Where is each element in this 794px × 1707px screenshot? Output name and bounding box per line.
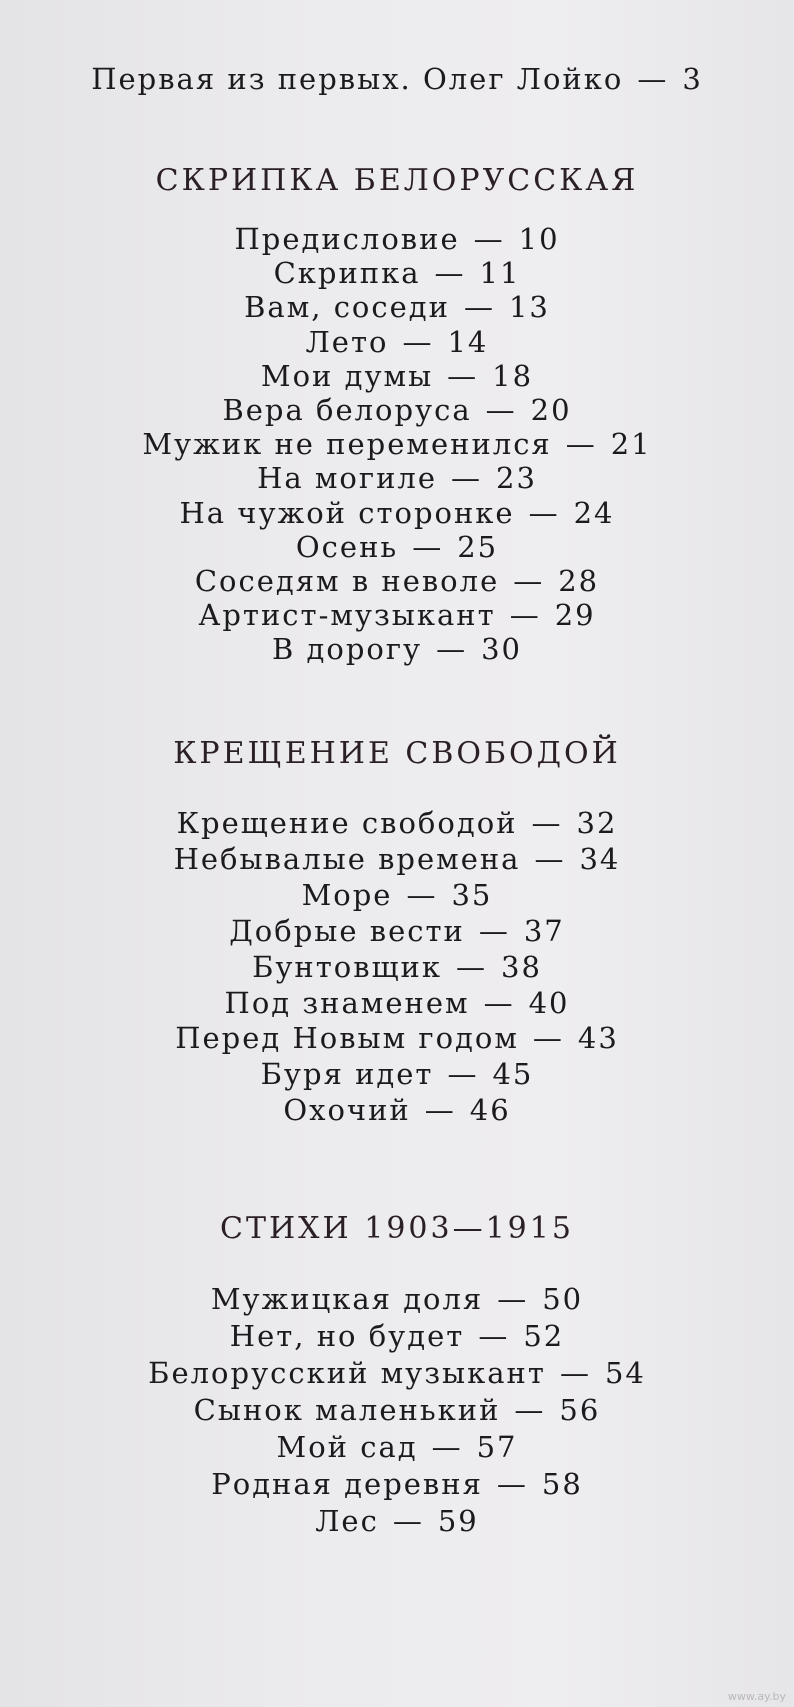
entry-dash: — bbox=[412, 529, 444, 564]
entry-page: 57 bbox=[476, 1430, 518, 1464]
toc-entry bbox=[0, 1393, 794, 1427]
entry-dash: — bbox=[514, 1393, 546, 1427]
entry-page: 59 bbox=[437, 1504, 479, 1538]
entry-dash: — bbox=[447, 358, 479, 393]
entry-dash: — bbox=[392, 1504, 424, 1538]
entry-page: 58 bbox=[541, 1467, 583, 1501]
entry-dash: — bbox=[406, 877, 438, 912]
entry-dash: — bbox=[447, 1057, 479, 1092]
toc-entry bbox=[0, 806, 794, 840]
toc-entry bbox=[0, 1504, 794, 1538]
entry-page: 34 bbox=[579, 841, 621, 876]
entry-dash: — bbox=[497, 1282, 529, 1316]
entry-title: Первая из первых. Олег Лойко bbox=[91, 62, 624, 96]
entry-page: 35 bbox=[451, 877, 493, 912]
entry-dash: — bbox=[463, 290, 495, 325]
entry-title: Охочий bbox=[283, 1093, 411, 1128]
entry-page: 37 bbox=[523, 913, 565, 948]
entry-page: 30 bbox=[481, 632, 523, 667]
entry-title: Лето bbox=[305, 324, 389, 359]
toc-entry bbox=[0, 1282, 794, 1316]
entry-dash: — bbox=[424, 1093, 456, 1128]
toc-entry-first bbox=[0, 62, 794, 96]
entry-page: 38 bbox=[501, 949, 542, 984]
entry-title: Добрые вести bbox=[229, 913, 465, 948]
toc-entry bbox=[0, 878, 794, 912]
section-heading-1: СКРИПКА БЕЛОРУССКАЯ bbox=[155, 163, 639, 198]
toc-entry bbox=[0, 530, 794, 564]
entry-dash: — bbox=[402, 324, 434, 359]
entry-dash: — bbox=[559, 1356, 591, 1390]
entry-page: 24 bbox=[573, 495, 615, 530]
entry-title: Родная деревня bbox=[211, 1467, 483, 1501]
entry-dash: — bbox=[532, 1021, 564, 1056]
entry-page: 46 bbox=[469, 1093, 511, 1128]
toc-entry bbox=[0, 950, 794, 984]
entry-page: 54 bbox=[604, 1356, 646, 1390]
toc-entry bbox=[0, 914, 794, 948]
entry-title: Нет, но будет bbox=[229, 1319, 465, 1353]
toc-entry bbox=[0, 842, 794, 876]
entry-dash: — bbox=[483, 985, 515, 1020]
section-heading-2: КРЕЩЕНИЕ СВОБОДОЙ bbox=[173, 736, 621, 771]
entry-title: Мужик не переменился bbox=[142, 427, 552, 462]
entry-dash: — bbox=[513, 564, 545, 598]
entry-page: 18 bbox=[492, 358, 534, 393]
entry-title: Соседям в неволе bbox=[194, 564, 500, 598]
toc-entry bbox=[0, 1093, 794, 1127]
toc-entry bbox=[0, 427, 794, 461]
entry-dash: — bbox=[436, 632, 468, 667]
toc-entry bbox=[0, 986, 794, 1020]
entry-title: Предисловие bbox=[234, 222, 460, 256]
entry-page: 21 bbox=[610, 427, 652, 462]
entry-title: Сынок маленький bbox=[193, 1393, 501, 1427]
toc-entry bbox=[0, 393, 794, 427]
entry-page: 11 bbox=[479, 256, 521, 291]
entry-title: Мой сад bbox=[276, 1430, 418, 1464]
entry-page: 32 bbox=[576, 806, 618, 840]
entry-dash: — bbox=[473, 222, 505, 256]
toc-entry bbox=[0, 598, 794, 632]
entry-title: Вам, соседи bbox=[244, 290, 450, 325]
entry-dash: — bbox=[451, 461, 482, 496]
entry-title: Лес bbox=[315, 1504, 379, 1538]
toc-entry bbox=[0, 290, 794, 324]
entry-page: 23 bbox=[496, 461, 537, 496]
toc-entry bbox=[0, 325, 794, 359]
section-heading-3: СТИХИ 1903—1915 bbox=[220, 1211, 574, 1246]
toc-entry bbox=[0, 1430, 794, 1464]
entry-page: 50 bbox=[542, 1282, 584, 1316]
entry-dash: — bbox=[565, 427, 597, 462]
entry-page: 10 bbox=[518, 222, 560, 256]
entry-dash: — bbox=[478, 913, 510, 948]
toc-entry bbox=[0, 1467, 794, 1501]
entry-title: Крещение свободой bbox=[176, 806, 518, 840]
entry-page: 13 bbox=[508, 290, 550, 325]
toc-entry bbox=[0, 1319, 794, 1353]
entry-title: На могиле bbox=[257, 461, 437, 496]
entry-dash: — bbox=[531, 806, 563, 840]
entry-page: 28 bbox=[558, 564, 600, 598]
entry-title: В дорогу bbox=[271, 632, 423, 667]
toc-entry bbox=[0, 496, 794, 530]
entry-dash: — bbox=[496, 1467, 528, 1501]
toc-entry bbox=[0, 222, 794, 256]
entry-page: 45 bbox=[492, 1057, 534, 1092]
entry-page: 20 bbox=[530, 393, 572, 427]
watermark: www.ay.by bbox=[727, 1690, 786, 1703]
entry-dash: — bbox=[434, 256, 466, 291]
entry-dash: — bbox=[485, 393, 517, 427]
entry-title: Буря идет bbox=[260, 1057, 434, 1092]
entry-dash: — bbox=[637, 62, 669, 96]
entry-dash: — bbox=[509, 598, 541, 633]
toc-entry bbox=[0, 1057, 794, 1091]
entry-page: 43 bbox=[577, 1021, 619, 1056]
entry-page: 29 bbox=[554, 598, 596, 633]
entry-dash: — bbox=[534, 841, 566, 876]
entry-title: Бунтовщик bbox=[252, 949, 443, 984]
entry-title: Перед Новым годом bbox=[175, 1021, 519, 1056]
toc-entry bbox=[0, 461, 794, 495]
entry-title: Мужицкая доля bbox=[210, 1282, 484, 1316]
entry-title: Осень bbox=[295, 529, 399, 564]
entry-title: Море bbox=[301, 877, 393, 912]
entry-dash: — bbox=[431, 1430, 463, 1464]
entry-dash: — bbox=[456, 949, 488, 984]
entry-page: 56 bbox=[559, 1393, 601, 1427]
entry-page: 52 bbox=[523, 1319, 565, 1353]
entry-title: Артист-музыкант bbox=[198, 598, 496, 633]
toc-entry bbox=[0, 632, 794, 666]
toc-entry bbox=[0, 256, 794, 290]
entry-title: Вера белоруса bbox=[222, 393, 472, 427]
entry-title: Небывалые времена bbox=[173, 841, 521, 876]
entry-title: На чужой сторонке bbox=[179, 495, 515, 530]
entry-page: 14 bbox=[447, 324, 489, 359]
entry-title: Под знаменем bbox=[224, 985, 470, 1020]
toc-entry bbox=[0, 1356, 794, 1390]
entry-dash: — bbox=[528, 495, 560, 530]
entry-title: Скрипка bbox=[273, 256, 421, 291]
entry-page: 25 bbox=[457, 529, 499, 564]
entry-page: 40 bbox=[528, 985, 570, 1020]
entry-page: 3 bbox=[682, 62, 703, 96]
toc-entry bbox=[0, 1021, 794, 1055]
toc-entry bbox=[0, 359, 794, 393]
entry-title: Мои думы bbox=[260, 358, 434, 393]
entry-title: Белорусский музыкант bbox=[148, 1356, 546, 1390]
toc-entry bbox=[0, 564, 794, 598]
entry-dash: — bbox=[478, 1319, 510, 1353]
